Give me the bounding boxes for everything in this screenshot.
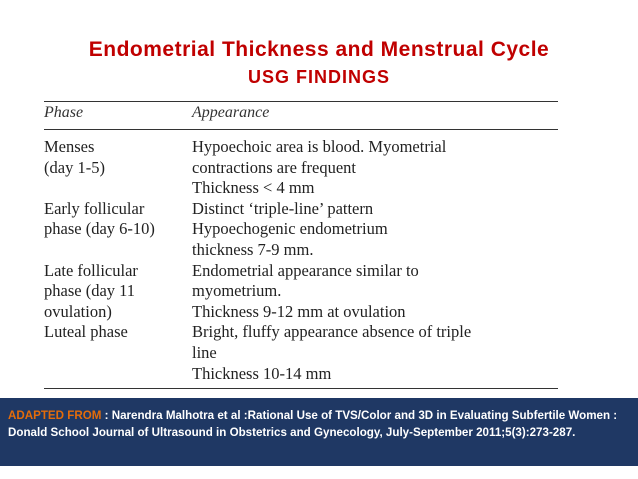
phase-cell: phase (day 6-10) — [44, 219, 155, 239]
table-row — [44, 199, 564, 220]
table-row — [44, 178, 564, 199]
phase-cell: Luteal phase — [44, 322, 128, 342]
table-body — [44, 137, 564, 384]
phase-cell: Early follicular — [44, 198, 145, 218]
table-row — [44, 219, 564, 240]
table-header-rule — [44, 129, 558, 130]
citation-lead: ADAPTED FROM — [8, 409, 102, 422]
table-bottom-rule — [44, 388, 558, 389]
table-row — [44, 364, 564, 385]
appearance-cell: Distinct ‘triple-line’ pattern — [192, 198, 374, 218]
appearance-cell: Hypoechogenic endometrium — [192, 219, 388, 239]
table-row — [44, 302, 564, 323]
phase-cell: Late follicular — [44, 260, 138, 280]
table-row — [44, 322, 564, 343]
appearance-cell: myometrium. — [192, 281, 282, 301]
slide-subtitle: USG FINDINGS — [247, 67, 390, 87]
appearance-cell: thickness 7-9 mm. — [192, 239, 314, 259]
appearance-cell: Endometrial appearance similar to — [192, 260, 419, 280]
table-row — [44, 158, 564, 179]
citation-text: : Narendra Malhotra et al :Rational Use of TVS/Color and 3D in Evaluating Subfertile Women : Donald School Journal of Ultrasound in Obstetrics and Gynecology, July-September 2011;5(3):273-287. — [8, 409, 618, 439]
appearance-cell: contractions are frequent — [192, 157, 357, 177]
header-phase: Phase — [44, 104, 84, 121]
table-row — [44, 281, 564, 302]
phase-cell: (day 1-5) — [44, 157, 105, 177]
appearance-cell: Bright, fluffy appearance absence of triple — [192, 322, 472, 342]
table-row — [44, 343, 564, 364]
appearance-cell: Thickness 9-12 mm at ovulation — [192, 301, 406, 321]
phase-cell: phase (day 11 — [44, 281, 136, 301]
appearance-cell: Thickness 10-14 mm — [192, 363, 332, 383]
appearance-cell: Hypoechoic area is blood. Myometrial — [192, 137, 447, 156]
phase-cell: Menses — [44, 137, 95, 156]
findings-table — [44, 101, 544, 383]
table-header — [44, 101, 544, 125]
appearance-cell: line — [192, 342, 217, 362]
table-row — [44, 261, 564, 282]
slide-title: Endometrial Thickness and Menstrual Cycle — [88, 38, 550, 61]
table-row — [44, 137, 564, 158]
citation-footer — [0, 398, 638, 466]
header-appearance: Appearance — [192, 104, 270, 121]
appearance-cell: Thickness < 4 mm — [192, 178, 315, 198]
table-row — [44, 240, 564, 261]
phase-cell: ovulation) — [44, 301, 112, 321]
